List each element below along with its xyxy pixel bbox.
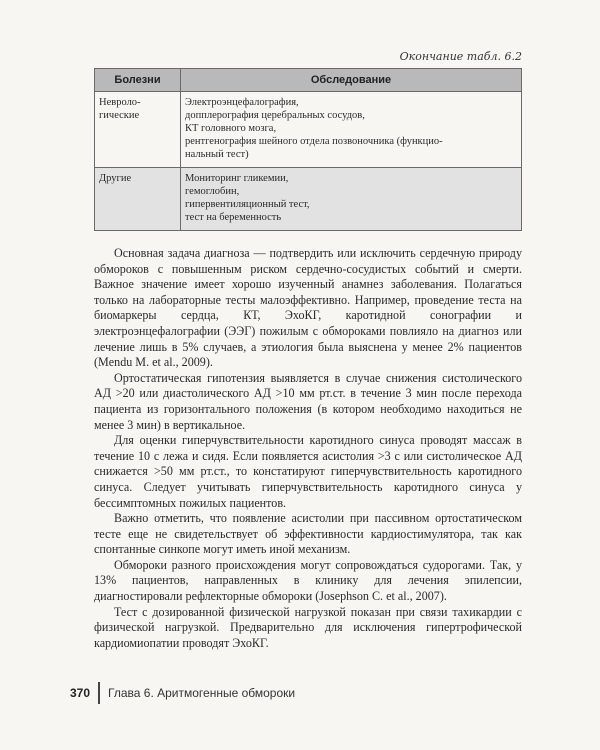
header-diseases: Болезни	[95, 69, 181, 92]
table-caption: Окончание табл. 6.2	[399, 50, 522, 63]
table-row	[95, 92, 522, 168]
paragraph: Тест с дозированной физической нагрузкой показан при связи тахикардии с физической нагрузкой. Предварительно для исключения гипертрофической кардиомиопатии проводят ЭхоКГ.	[94, 604, 522, 650]
exam-line: гемоглобин,	[185, 186, 240, 197]
exam-cell	[181, 92, 522, 168]
footer-divider	[98, 682, 100, 704]
exam-line: тест на беременность	[185, 212, 282, 223]
disease-line: Невроло-	[99, 97, 141, 108]
paragraph: Ортостатическая гипотензия выявляется в случае снижения систолического АД >20 или диастолического АД >10 мм рт.ст. в течение 3 мин после перехода пациента из горизонтального положения (в котором необходимо находиться не менее 3 мин) в вертикальное.	[94, 370, 522, 432]
disease-line: гические	[99, 110, 140, 121]
disease-line: Другие	[99, 173, 132, 184]
paragraph: Обмороки разного происхождения могут сопровождаться судорогами. Так, у 13% пациентов, направленных в клинику для лечения эпилепсии, диагностировали рефлекторные обмороки (Josephson C. et al., 2007).	[94, 557, 522, 604]
exam-line: КТ головного мозга,	[185, 123, 277, 134]
paragraph: Для оценки гиперчувствительности каротидного синуса проводят массаж в течение 10 с лежа и сидя. Если появляется асистолия >3 с или систолическое АД снижается >50 мм рт.ст., то констатируют гиперчувствительность каротидного синуса. Следует учитывать гиперчувствительность каротидного синуса у бессимптомных пожилых пациентов.	[94, 433, 522, 510]
chapter-title: Глава 6. Аритмогенные обмороки	[108, 686, 296, 700]
table-header-row	[95, 69, 522, 92]
paragraph: Важно отметить, что появление асистолии при пассивном ортостатическом тесте еще не свидетельствует об эффективности кардиостимулятора, так как спонтанные синкопе могут иметь иной механизм.	[94, 511, 522, 557]
exam-line: нальный тест)	[185, 149, 249, 160]
page-footer	[70, 680, 295, 706]
exam-line: рентгенография шейного отдела позвоночника (функцио-	[185, 136, 443, 147]
disease-cell	[95, 92, 181, 168]
exam-line: допплерография церебральных сосудов,	[185, 110, 365, 121]
disease-cell	[95, 168, 181, 231]
examination-table	[94, 68, 522, 231]
exam-line: Электроэнцефалография,	[185, 97, 299, 108]
exam-line: гипервентиляционный тест,	[185, 199, 310, 210]
paragraph: Основная задача диагноза — подтвердить или исключить сердечную природу обмороков с повышенным риском сердечно-сосудистых событий и смерти. Важное значение имеет хорошо изученный анамнез заболевания. Полагаться только на лабораторные тесты малоэффективно. Например, проведение теста на биомаркеры сердца, КТ, ЭхоКГ, каротидной сонографии и электроэнцефалографии (ЭЭГ) пожилым с обмороками повлияло на диагноз или лечение лишь в 5% случаев, а этиология была выяснена у менее 2% пациентов (Mendu M. et al., 2009).	[94, 246, 522, 370]
header-examination: Обследование	[181, 69, 522, 92]
page-number: 370	[70, 686, 91, 700]
exam-line: Мониторинг гликемии,	[185, 173, 289, 184]
body-text	[94, 246, 522, 651]
exam-cell	[181, 168, 522, 231]
table-row	[95, 168, 522, 231]
